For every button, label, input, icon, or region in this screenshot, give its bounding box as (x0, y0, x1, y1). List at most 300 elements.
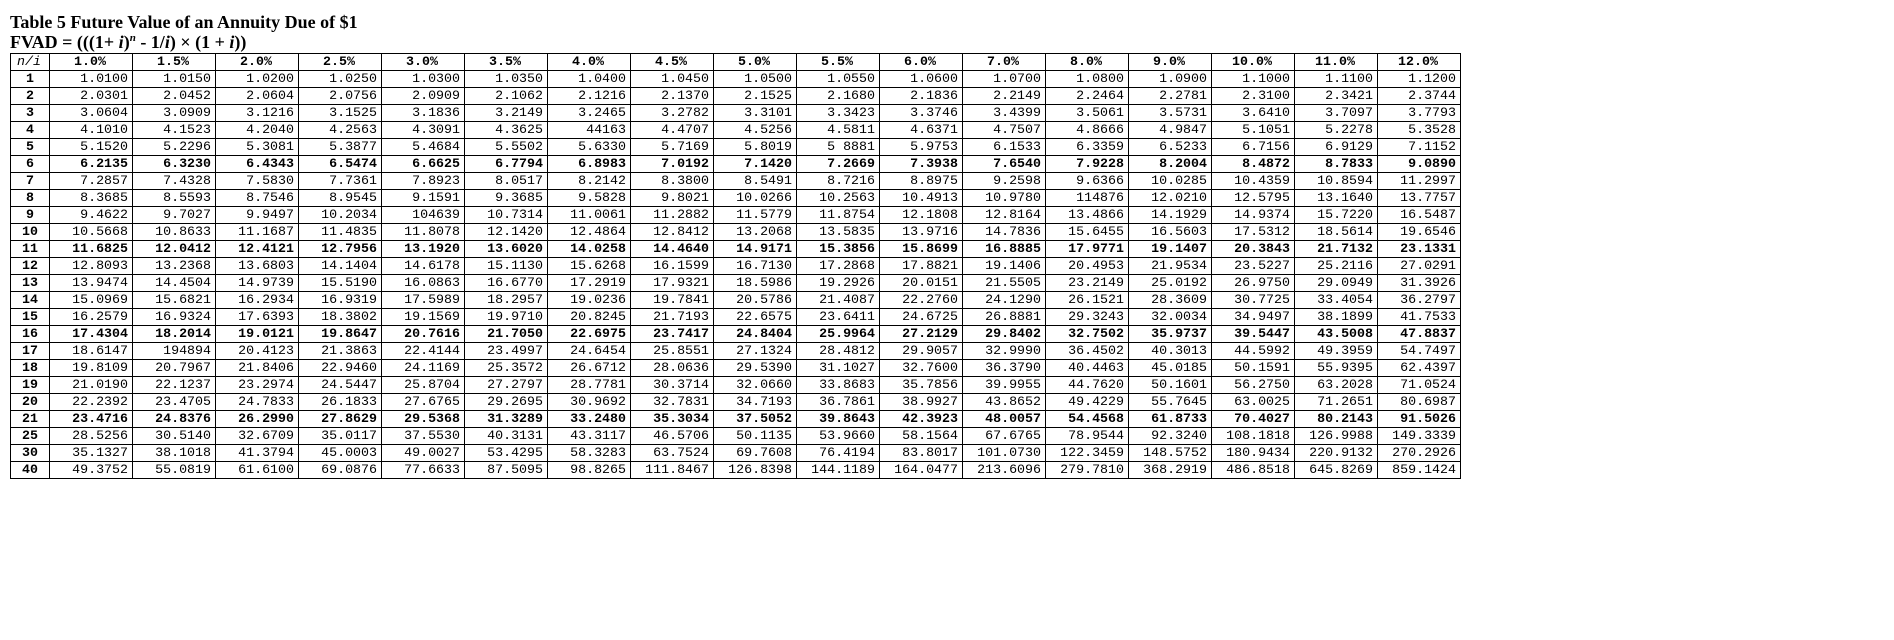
value-cell: 24.6725 (880, 309, 963, 326)
rate-header: 8.0% (1046, 54, 1129, 71)
value-cell: 7.1420 (714, 156, 797, 173)
value-cell: 25.3572 (465, 360, 548, 377)
value-cell: 3.1216 (216, 105, 299, 122)
value-cell: 17.8821 (880, 258, 963, 275)
value-cell: 37.5052 (714, 411, 797, 428)
value-cell: 13.7757 (1378, 190, 1461, 207)
value-cell: 13.4866 (1046, 207, 1129, 224)
value-cell: 2.1680 (797, 88, 880, 105)
value-cell: 19.1406 (963, 258, 1046, 275)
value-cell: 4.4707 (631, 122, 714, 139)
value-cell: 78.9544 (1046, 428, 1129, 445)
value-cell: 5.7169 (631, 139, 714, 156)
value-cell: 144.1189 (797, 462, 880, 479)
value-cell: 486.8518 (1212, 462, 1295, 479)
value-cell: 1.0300 (382, 71, 465, 88)
table-row (11, 258, 1461, 275)
value-cell: 14.6178 (382, 258, 465, 275)
value-cell: 12.5795 (1212, 190, 1295, 207)
value-cell: 28.0636 (631, 360, 714, 377)
value-cell: 5.2278 (1295, 122, 1378, 139)
value-cell: 6.3230 (133, 156, 216, 173)
value-cell: 2.2149 (963, 88, 1046, 105)
value-cell: 5.3081 (216, 139, 299, 156)
value-cell: 10.5668 (50, 224, 133, 241)
value-cell: 114876 (1046, 190, 1129, 207)
rate-header: 6.0% (880, 54, 963, 71)
value-cell: 55.9395 (1295, 360, 1378, 377)
value-cell: 148.5752 (1129, 445, 1212, 462)
value-cell: 23.5227 (1212, 258, 1295, 275)
table-body (11, 71, 1461, 479)
value-cell: 21.7050 (465, 326, 548, 343)
value-cell: 23.2149 (1046, 275, 1129, 292)
formula-mid2: ) × (1 + (169, 32, 230, 52)
value-cell: 4.8666 (1046, 122, 1129, 139)
value-cell: 13.1640 (1295, 190, 1378, 207)
value-cell: 19.1407 (1129, 241, 1212, 258)
value-cell: 14.7836 (963, 224, 1046, 241)
formula (10, 32, 1461, 53)
value-cell: 2.3421 (1295, 88, 1378, 105)
value-cell: 101.0730 (963, 445, 1046, 462)
value-cell: 5.9753 (880, 139, 963, 156)
value-cell: 17.2868 (797, 258, 880, 275)
rate-header: 7.0% (963, 54, 1046, 71)
value-cell: 50.1601 (1129, 377, 1212, 394)
formula-prefix: FVAD = (((1+ (10, 32, 119, 52)
value-cell: 13.1920 (382, 241, 465, 258)
value-cell: 15.8699 (880, 241, 963, 258)
value-cell: 1.1200 (1378, 71, 1461, 88)
value-cell: 16.7130 (714, 258, 797, 275)
value-cell: 14.4504 (133, 275, 216, 292)
value-cell: 12.8412 (631, 224, 714, 241)
value-cell: 46.5706 (631, 428, 714, 445)
value-cell: 29.5390 (714, 360, 797, 377)
value-cell: 8.5491 (714, 173, 797, 190)
value-cell: 6.9129 (1295, 139, 1378, 156)
value-cell: 20.0151 (880, 275, 963, 292)
value-cell: 15.6268 (548, 258, 631, 275)
value-cell: 27.0291 (1378, 258, 1461, 275)
value-cell: 4.9847 (1129, 122, 1212, 139)
rate-header: 3.0% (382, 54, 465, 71)
value-cell: 3.2149 (465, 105, 548, 122)
value-cell: 50.1591 (1212, 360, 1295, 377)
value-cell: 10.4359 (1212, 173, 1295, 190)
value-cell: 25.8551 (631, 343, 714, 360)
rate-header: 9.0% (1129, 54, 1212, 71)
value-cell: 44.5992 (1212, 343, 1295, 360)
value-cell: 1.0600 (880, 71, 963, 88)
value-cell: 24.1169 (382, 360, 465, 377)
value-cell: 1.0550 (797, 71, 880, 88)
value-cell: 20.3843 (1212, 241, 1295, 258)
value-cell: 53.4295 (465, 445, 548, 462)
value-cell: 2.0756 (299, 88, 382, 105)
value-cell: 9.9497 (216, 207, 299, 224)
value-cell: 61.6100 (216, 462, 299, 479)
value-cell: 49.0027 (382, 445, 465, 462)
value-cell: 15.5190 (299, 275, 382, 292)
value-cell: 17.9771 (1046, 241, 1129, 258)
value-cell: 6.8983 (548, 156, 631, 173)
value-cell: 32.7831 (631, 394, 714, 411)
value-cell: 2.2464 (1046, 88, 1129, 105)
value-cell: 31.1027 (797, 360, 880, 377)
value-cell: 4.6371 (880, 122, 963, 139)
value-cell: 26.1833 (299, 394, 382, 411)
value-cell: 18.2014 (133, 326, 216, 343)
value-cell: 25.2116 (1295, 258, 1378, 275)
value-cell: 859.1424 (1378, 462, 1461, 479)
value-cell: 63.2028 (1295, 377, 1378, 394)
value-cell: 8.9545 (299, 190, 382, 207)
value-cell: 22.6575 (714, 309, 797, 326)
period-cell: 2 (11, 88, 50, 105)
value-cell: 126.8398 (714, 462, 797, 479)
value-cell: 14.9739 (216, 275, 299, 292)
value-cell: 13.5835 (797, 224, 880, 241)
value-cell: 11.6825 (50, 241, 133, 258)
value-cell: 3.1525 (299, 105, 382, 122)
value-cell: 33.2480 (548, 411, 631, 428)
value-cell: 9.0890 (1378, 156, 1461, 173)
value-cell: 1.0150 (133, 71, 216, 88)
value-cell: 1.0500 (714, 71, 797, 88)
value-cell: 27.2129 (880, 326, 963, 343)
value-cell: 87.5095 (465, 462, 548, 479)
value-cell: 126.9988 (1295, 428, 1378, 445)
value-cell: 16.9319 (299, 292, 382, 309)
value-cell: 20.7967 (133, 360, 216, 377)
table-row (11, 428, 1461, 445)
value-cell: 25.9964 (797, 326, 880, 343)
value-cell: 30.5140 (133, 428, 216, 445)
annuity-table (10, 53, 1461, 479)
value-cell: 4.5811 (797, 122, 880, 139)
period-cell: 10 (11, 224, 50, 241)
period-cell: 40 (11, 462, 50, 479)
value-cell: 8.7216 (797, 173, 880, 190)
value-cell: 38.9927 (880, 394, 963, 411)
value-cell: 368.2919 (1129, 462, 1212, 479)
value-cell: 21.4087 (797, 292, 880, 309)
value-cell: 12.8093 (50, 258, 133, 275)
value-cell: 3.0604 (50, 105, 133, 122)
value-cell: 43.5008 (1295, 326, 1378, 343)
value-cell: 36.7861 (797, 394, 880, 411)
value-cell: 5.4684 (382, 139, 465, 156)
value-cell: 2.1370 (631, 88, 714, 105)
value-cell: 17.4304 (50, 326, 133, 343)
value-cell: 2.2781 (1129, 88, 1212, 105)
table-row (11, 122, 1461, 139)
value-cell: 15.3856 (797, 241, 880, 258)
value-cell: 29.0949 (1295, 275, 1378, 292)
value-cell: 61.8733 (1129, 411, 1212, 428)
value-cell: 8.7833 (1295, 156, 1378, 173)
value-cell: 7.7361 (299, 173, 382, 190)
value-cell: 13.2068 (714, 224, 797, 241)
value-cell: 8.7546 (216, 190, 299, 207)
value-cell: 1.0450 (631, 71, 714, 88)
table-row (11, 343, 1461, 360)
value-cell: 48.0057 (963, 411, 1046, 428)
rate-header: 10.0% (1212, 54, 1295, 71)
value-cell: 11.1687 (216, 224, 299, 241)
value-cell: 16.0863 (382, 275, 465, 292)
table-row (11, 190, 1461, 207)
value-cell: 16.1599 (631, 258, 714, 275)
table-row (11, 173, 1461, 190)
rate-header: 4.5% (631, 54, 714, 71)
table-row (11, 105, 1461, 122)
period-cell: 14 (11, 292, 50, 309)
table-row (11, 275, 1461, 292)
value-cell: 1.0200 (216, 71, 299, 88)
value-cell: 10.8633 (133, 224, 216, 241)
value-cell: 11.8754 (797, 207, 880, 224)
value-cell: 19.8647 (299, 326, 382, 343)
value-cell: 2.1216 (548, 88, 631, 105)
value-cell: 20.4123 (216, 343, 299, 360)
value-cell: 6.6625 (382, 156, 465, 173)
period-cell: 9 (11, 207, 50, 224)
value-cell: 10.7314 (465, 207, 548, 224)
value-cell: 12.0210 (1129, 190, 1212, 207)
value-cell: 28.4812 (797, 343, 880, 360)
value-cell: 40.4463 (1046, 360, 1129, 377)
value-cell: 7.9228 (1046, 156, 1129, 173)
period-cell: 5 (11, 139, 50, 156)
value-cell: 13.6803 (216, 258, 299, 275)
value-cell: 39.5447 (1212, 326, 1295, 343)
value-cell: 9.6366 (1046, 173, 1129, 190)
value-cell: 41.7533 (1378, 309, 1461, 326)
value-cell: 47.8837 (1378, 326, 1461, 343)
value-cell: 1.1100 (1295, 71, 1378, 88)
value-cell: 32.7600 (880, 360, 963, 377)
value-cell: 19.0236 (548, 292, 631, 309)
value-cell: 56.2750 (1212, 377, 1295, 394)
value-cell: 9.2598 (963, 173, 1046, 190)
value-cell: 6.5474 (299, 156, 382, 173)
value-cell: 220.9132 (1295, 445, 1378, 462)
value-cell: 63.0025 (1212, 394, 1295, 411)
value-cell: 11.5779 (714, 207, 797, 224)
value-cell: 11.4835 (299, 224, 382, 241)
value-cell: 17.5989 (382, 292, 465, 309)
value-cell: 20.4953 (1046, 258, 1129, 275)
value-cell: 7.1152 (1378, 139, 1461, 156)
value-cell: 3.1836 (382, 105, 465, 122)
value-cell: 20.5786 (714, 292, 797, 309)
value-cell: 24.8404 (714, 326, 797, 343)
value-cell: 15.0969 (50, 292, 133, 309)
value-cell: 16.2579 (50, 309, 133, 326)
value-cell: 10.0285 (1129, 173, 1212, 190)
value-cell: 3.3746 (880, 105, 963, 122)
value-cell: 3.3101 (714, 105, 797, 122)
value-cell: 11.0061 (548, 207, 631, 224)
table-title: Table 5 Future Value of an Annuity Due of $1 (10, 12, 358, 32)
rate-header: 3.5% (465, 54, 548, 71)
value-cell: 3.7793 (1378, 105, 1461, 122)
value-cell: 32.7502 (1046, 326, 1129, 343)
value-cell: 42.3923 (880, 411, 963, 428)
value-cell: 4.3091 (382, 122, 465, 139)
value-cell: 35.1327 (50, 445, 133, 462)
value-cell: 35.7856 (880, 377, 963, 394)
value-cell: 14.9171 (714, 241, 797, 258)
value-cell: 20.8245 (548, 309, 631, 326)
value-cell: 4.7507 (963, 122, 1046, 139)
value-cell: 27.8629 (299, 411, 382, 428)
value-cell: 55.7645 (1129, 394, 1212, 411)
rate-header: 12.0% (1378, 54, 1461, 71)
value-cell: 31.3926 (1378, 275, 1461, 292)
formula-mid: - 1/ (135, 32, 165, 52)
period-cell: 8 (11, 190, 50, 207)
value-cell: 36.4502 (1046, 343, 1129, 360)
value-cell: 8.2142 (548, 173, 631, 190)
value-cell: 18.3802 (299, 309, 382, 326)
period-cell: 3 (11, 105, 50, 122)
value-cell: 11.2882 (631, 207, 714, 224)
value-cell: 37.5530 (382, 428, 465, 445)
rate-header: 5.5% (797, 54, 880, 71)
value-cell: 5.5502 (465, 139, 548, 156)
value-cell: 13.2368 (133, 258, 216, 275)
value-cell: 2.3100 (1212, 88, 1295, 105)
value-cell: 49.3752 (50, 462, 133, 479)
period-cell: 17 (11, 343, 50, 360)
period-cell: 1 (11, 71, 50, 88)
value-cell: 22.2760 (880, 292, 963, 309)
value-cell: 4.2563 (299, 122, 382, 139)
value-cell: 33.4054 (1295, 292, 1378, 309)
value-cell: 14.0258 (548, 241, 631, 258)
value-cell: 28.5256 (50, 428, 133, 445)
value-cell: 1.0100 (50, 71, 133, 88)
value-cell: 5.8019 (714, 139, 797, 156)
value-cell: 13.9716 (880, 224, 963, 241)
value-cell: 27.2797 (465, 377, 548, 394)
value-cell: 8.3685 (50, 190, 133, 207)
period-cell: 4 (11, 122, 50, 139)
formula-suffix: )) (234, 32, 247, 52)
value-cell: 2.1836 (880, 88, 963, 105)
value-cell: 62.4397 (1378, 360, 1461, 377)
value-cell: 9.8021 (631, 190, 714, 207)
value-cell: 2.0301 (50, 88, 133, 105)
value-cell: 1.0250 (299, 71, 382, 88)
value-cell: 40.3131 (465, 428, 548, 445)
value-cell: 24.1290 (963, 292, 1046, 309)
value-cell: 30.3714 (631, 377, 714, 394)
value-cell: 1.0400 (548, 71, 631, 88)
value-cell: 1.0700 (963, 71, 1046, 88)
value-cell: 26.1521 (1046, 292, 1129, 309)
value-cell: 1.0800 (1046, 71, 1129, 88)
rate-header: 1.5% (133, 54, 216, 71)
formula-var-i: i (118, 32, 124, 52)
value-cell: 108.1818 (1212, 428, 1295, 445)
value-cell: 194894 (133, 343, 216, 360)
value-cell: 7.5830 (216, 173, 299, 190)
table-row (11, 241, 1461, 258)
rate-header: 4.0% (548, 54, 631, 71)
table-row (11, 71, 1461, 88)
value-cell: 24.5447 (299, 377, 382, 394)
value-cell: 2.1525 (714, 88, 797, 105)
period-cell: 11 (11, 241, 50, 258)
value-cell: 23.7417 (631, 326, 714, 343)
value-cell: 21.7132 (1295, 241, 1378, 258)
value-cell: 23.4997 (465, 343, 548, 360)
value-cell: 10.9780 (963, 190, 1046, 207)
value-cell: 39.9955 (963, 377, 1046, 394)
value-cell: 23.4716 (50, 411, 133, 428)
table-row (11, 292, 1461, 309)
period-cell: 6 (11, 156, 50, 173)
value-cell: 104639 (382, 207, 465, 224)
value-cell: 16.8885 (963, 241, 1046, 258)
table-row (11, 462, 1461, 479)
value-cell: 122.3459 (1046, 445, 1129, 462)
value-cell: 43.8652 (963, 394, 1046, 411)
value-cell: 18.5986 (714, 275, 797, 292)
value-cell: 8.3800 (631, 173, 714, 190)
value-cell: 24.6454 (548, 343, 631, 360)
value-cell: 9.5828 (548, 190, 631, 207)
value-cell: 17.6393 (216, 309, 299, 326)
value-cell: 19.1569 (382, 309, 465, 326)
value-cell: 8.4872 (1212, 156, 1295, 173)
value-cell: 54.4568 (1046, 411, 1129, 428)
value-cell: 58.1564 (880, 428, 963, 445)
value-cell: 38.1018 (133, 445, 216, 462)
value-cell: 69.7608 (714, 445, 797, 462)
value-cell: 5.3528 (1378, 122, 1461, 139)
period-cell: 7 (11, 173, 50, 190)
table-row (11, 309, 1461, 326)
value-cell: 14.4640 (631, 241, 714, 258)
value-cell: 6.3359 (1046, 139, 1129, 156)
value-cell: 3.3423 (797, 105, 880, 122)
value-cell: 270.2926 (1378, 445, 1461, 462)
value-cell: 164.0477 (880, 462, 963, 479)
value-cell: 17.5312 (1212, 224, 1295, 241)
value-cell: 45.0003 (299, 445, 382, 462)
value-cell: 2.3744 (1378, 88, 1461, 105)
value-cell: 23.4705 (133, 394, 216, 411)
value-cell: 5.1520 (50, 139, 133, 156)
value-cell: 17.9321 (631, 275, 714, 292)
value-cell: 3.2782 (631, 105, 714, 122)
value-cell: 34.7193 (714, 394, 797, 411)
formula-close: ) (123, 32, 130, 52)
value-cell: 32.0034 (1129, 309, 1212, 326)
value-cell: 8.2004 (1129, 156, 1212, 173)
value-cell: 12.0412 (133, 241, 216, 258)
value-cell: 44163 (548, 122, 631, 139)
value-cell: 24.7833 (216, 394, 299, 411)
value-cell: 16.5487 (1378, 207, 1461, 224)
value-cell: 16.5603 (1129, 224, 1212, 241)
